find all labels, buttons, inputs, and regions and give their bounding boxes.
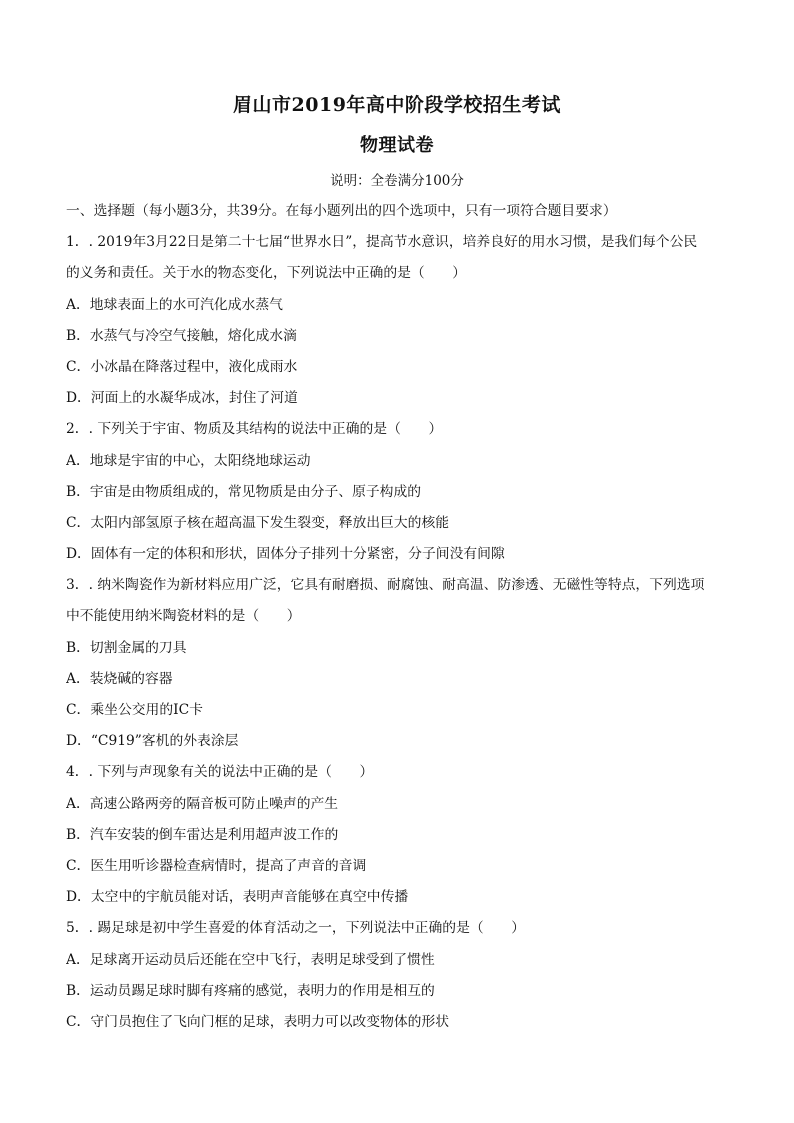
question-4-option-d: D．太空中的宇航员能对话，表明声音能够在真空中传播 <box>66 889 409 906</box>
question-1-stem-line-1: 1．. 2019年3月22日是第二十七届“世界水日”，提高节水意识，培养良好的用水习惯，是我们每个公民 <box>66 234 698 251</box>
question-5-option-c: C．守门员抱住了飞向门框的足球，表明力可以改变物体的形状 <box>66 1013 450 1030</box>
question-1-option-b: B．水蒸气与冷空气接触，熔化成水滴 <box>66 327 297 344</box>
question-3-stem-line-2: 中不能使用纳米陶瓷材料的是（ ） <box>66 608 301 625</box>
section-heading: 一、选择题（每小题3分，共39分。在每小题列出的四个选项中，只有一项符合题目要求） <box>66 203 617 219</box>
question-4-stem-line-1: 4．. 下列与声现象有关的说法中正确的是（ ） <box>66 764 374 781</box>
question-2-option-a: A．地球是宇宙的中心，太阳绕地球运动 <box>66 452 311 469</box>
exam-subtitle: 物理试卷 <box>360 135 434 156</box>
question-5-stem-line-1: 5．. 踢足球是初中学生喜爱的体育活动之一，下列说法中正确的是（ ） <box>66 920 526 937</box>
question-4-option-a: A．高速公路两旁的隔音板可防止噪声的产生 <box>66 795 339 812</box>
exam-note: 说明：全卷满分100分 <box>330 173 464 189</box>
question-3-option-b: B．切割金属的刀具 <box>66 639 187 656</box>
question-5-option-b: B．运动员踢足球时脚有疼痛的感觉，表明力的作用是相互的 <box>66 982 435 999</box>
question-3-option-d: D．“C919”客机的外表涂层 <box>66 733 239 750</box>
question-2-stem-line-1: 2．. 下列关于宇宙、物质及其结构的说法中正确的是（ ） <box>66 421 443 438</box>
question-1-option-a: A．地球表面上的水可汽化成水蒸气 <box>66 296 283 313</box>
question-2-option-b: B．宇宙是由物质组成的，常见物质是由分子、原子构成的 <box>66 483 422 500</box>
exam-body <box>66 196 726 1038</box>
question-4-option-c: C．医生用听诊器检查病情时，提高了声音的音调 <box>66 857 367 874</box>
question-1-stem-line-2: 的义务和责任。关于水的物态变化，下列说法中正确的是（ ） <box>66 265 467 282</box>
exam-title: 眉山市2019年高中阶段学校招生考试 <box>233 94 561 116</box>
question-5-option-a: A．足球离开运动员后还能在空中飞行，表明足球受到了惯性 <box>66 951 435 968</box>
question-3-option-c: C．乘坐公交用的IC卡 <box>66 702 203 718</box>
question-3-stem-line-1: 3．. 纳米陶瓷作为新材料应用广泛，它具有耐磨损、耐腐蚀、耐高温、防渗透、无磁性等特点，下列选项 <box>66 577 705 594</box>
question-4-option-b: B．汽车安装的倒车雷达是利用超声波工作的 <box>66 826 339 843</box>
question-2-option-d: D．固体有一定的体积和形状，固体分子排列十分紧密，分子间没有间隙 <box>66 546 505 563</box>
question-2-option-c: C．太阳内部氢原子核在超高温下发生裂变，释放出巨大的核能 <box>66 514 450 531</box>
question-1-option-c: C．小冰晶在降落过程中，液化成雨水 <box>66 358 298 375</box>
question-1-option-d: D．河面上的水凝华成冰，封住了河道 <box>66 390 298 407</box>
question-3-option-a: A．装烧碱的容器 <box>66 670 173 687</box>
